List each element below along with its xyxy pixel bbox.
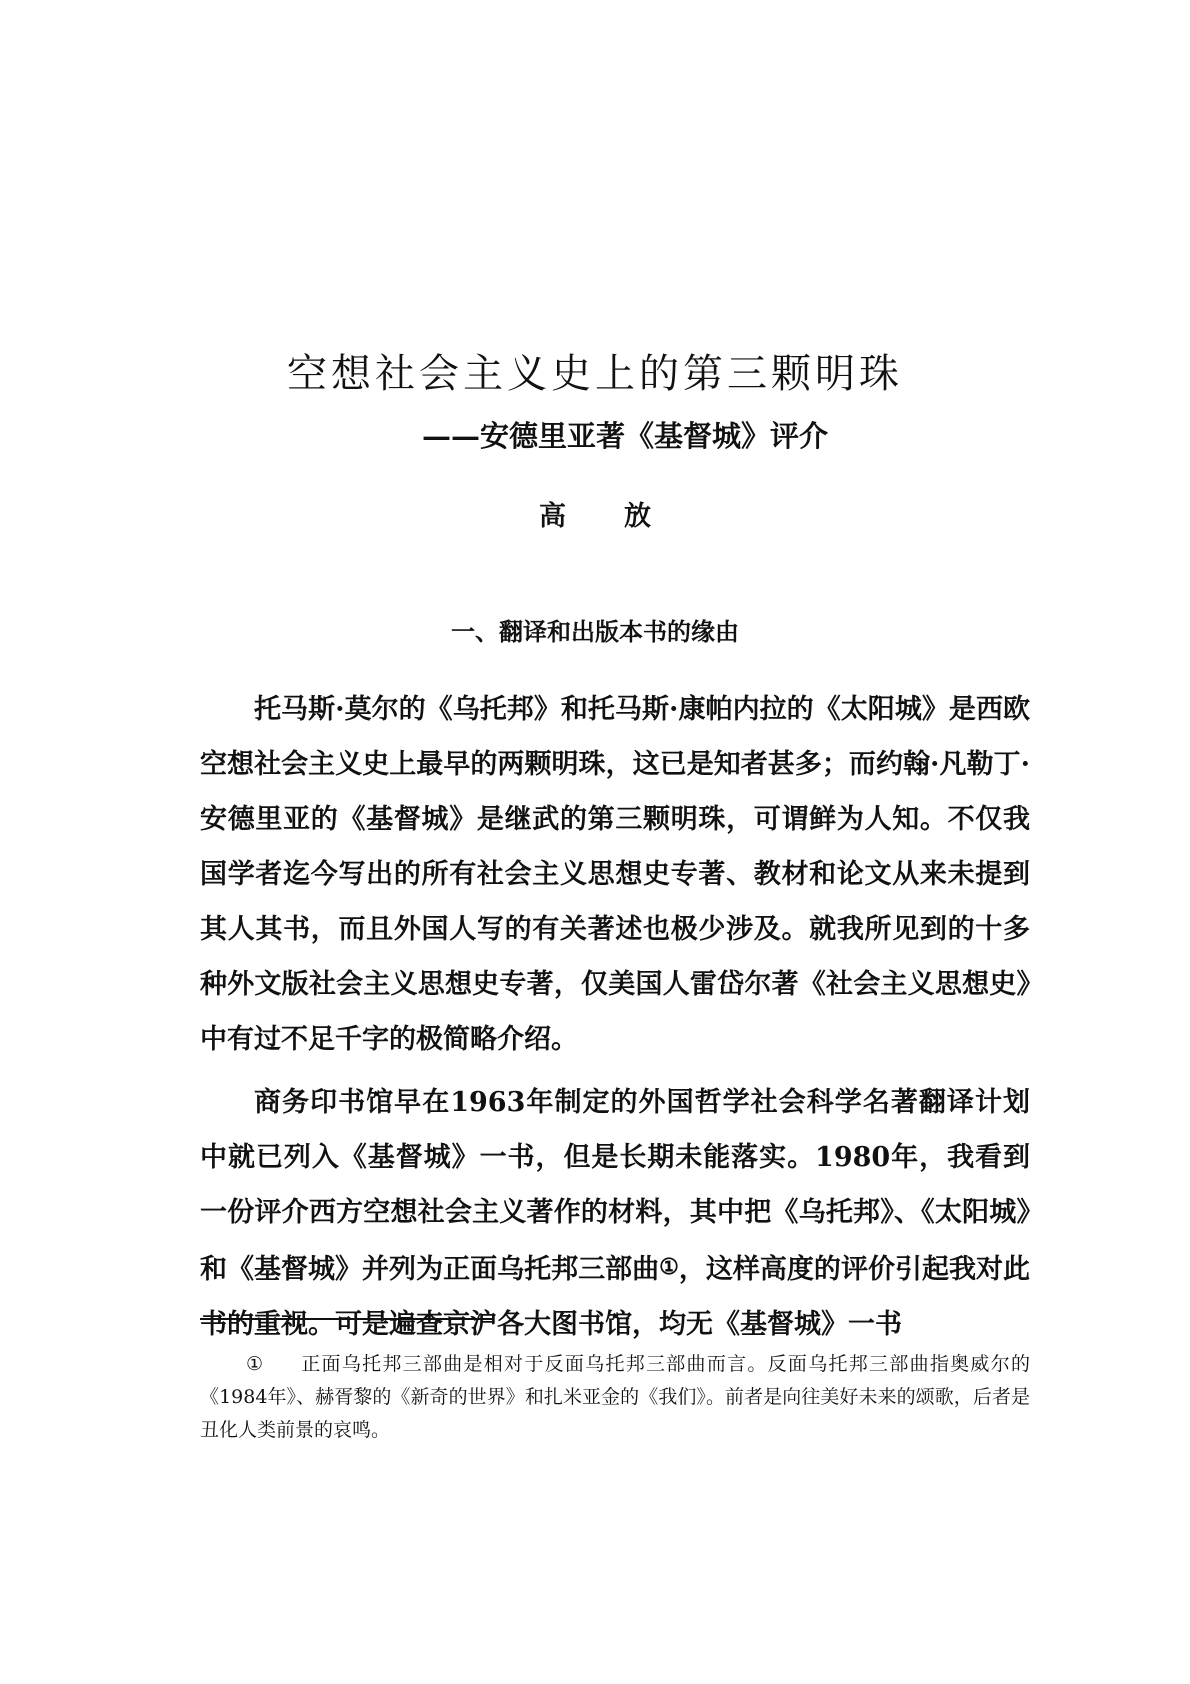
footnote-divider: [200, 1318, 492, 1320]
author-name: 高放: [539, 501, 709, 532]
section-heading: 一、翻译和出版本书的缘由: [451, 618, 739, 646]
paragraph-2: [200, 1075, 1030, 1352]
footnote: [200, 1348, 1030, 1447]
body-text: [200, 682, 1030, 1352]
paragraph-1-text: 托马斯·莫尔的《乌托邦》和托马斯·康帕内拉的《太阳城》是西欧空想社会主义史上最早的两颗明珠，这已是知者甚多；而约翰·凡勒丁·安德里亚的《基督城》是继武的第三颗明珠，可谓鲜为人知。不仅我国学者迄今写出的所有社会主义思想史专著、教材和论文从来未提到其人其书，而且外国人写的有关著述也极少涉及。就我所见到的十多种外文版社会主义思想史专著，仅美国人雷岱尔著《社会主义思想史》中有过不足千字的极简略介绍。: [200, 694, 1030, 1055]
paragraph-2-text-start: 商务印书馆早在1963年制定的外国哲学社会科学名著翻译计划中就已列入《基督城》一书，但是长期未能落实。1980年，我看到一份评介西方空想社会主义著作的材料，其中把《乌托邦》、《太阳城》和《基督城》并列为正面乌托邦三部曲: [200, 1087, 1030, 1285]
footnote-text: 正面乌托邦三部曲是相对于反面乌托邦三部曲而言。反面乌托邦三部曲指奥威尔的《1984年》、赫胥黎的《新奇的世界》和扎米亚金的《我们》。前者是向往美好未来的颂歌，后者是丑化人类前景的哀鸣。: [200, 1353, 1030, 1441]
paragraph-2-text-end: ，这样高度的评价引起我对此书的重视。可是遍查京沪各大图书馆，均无《基督城》一书: [200, 1254, 1030, 1340]
footnote-reference[interactable]: ①: [659, 1254, 679, 1280]
footnote-mark: ①: [246, 1353, 264, 1375]
paragraph-1: [200, 682, 1030, 1067]
article-subtitle: ——安德里亚著《基督城》评介: [421, 419, 828, 453]
article-title: 空想社会主义史上的第三颗明珠: [287, 351, 903, 397]
